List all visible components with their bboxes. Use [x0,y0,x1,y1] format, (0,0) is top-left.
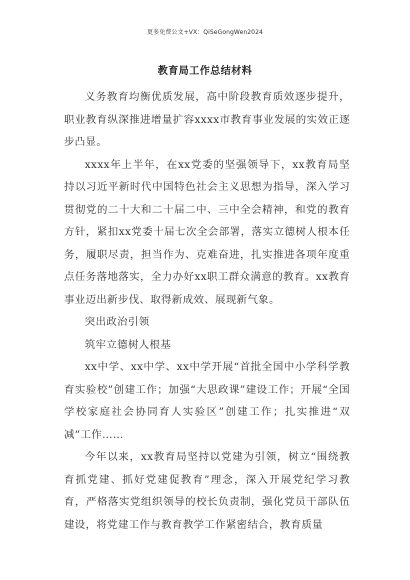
section-heading: 突出政治引领 [84,316,150,328]
document-title: 教育局工作总结材料 [157,66,253,77]
document-body [64,86,350,536]
sub-heading: 筑牢立德树人根基 [84,338,172,351]
paragraph: xxxx年上半年，在xx党委的坚强领导下，xx教育局坚持以习近平新时代中国特色社会主义思想为指导，深入学习贯彻党的二十大和二十届二中、三中全会精神，和党的教育方针，紧扣xx党委十届七次全会部署，落实立德树人根本任务，履职尽责，担当作为、克难奋进，扎实推进各项年度重点任务落地落实，全力办好xx职工群众满意的教育。xx教育事业迈出新步伐、取得新成效、展现新气象。 [64,158,350,306]
paragraph: 今年以来，xx教育局坚持以党建为引领，树立“围绕教育抓党建、抓好党建促教育”理念，深入开展党纪学习教育，严格落实党组织领导的校长负责制，强化党员干部队伍建设，将党建工作与教育教学工作紧密结合，教育质量 [64,451,350,531]
page-header: 更多免费公文+VX：QiSeGongWen2024 [147,29,263,36]
paragraph: xx中学、xx中学、xx中学开展“首批全国中小学科学教育实验校”创建工作；加强“大思政课”建设工作；开展“全国学校家庭社会协同育人实验区”创建工作；扎实推进“双减”工作…… [64,361,350,441]
paragraph: 义务教育均衡优质发展，高中阶段教育质效逐步提升，职业教育纵深推进增量扩容xxxx市教育事业发展的实效正逐步凸显。 [64,91,350,148]
